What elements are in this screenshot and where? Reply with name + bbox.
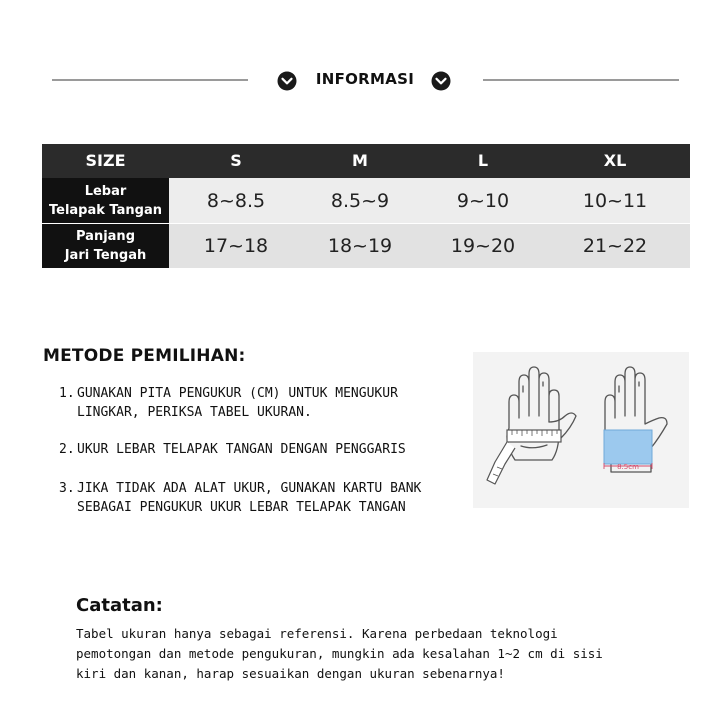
size-header-label: SIZE bbox=[85, 151, 126, 170]
chevron-down-circle-icon bbox=[277, 71, 297, 91]
size-header-m: M bbox=[352, 151, 368, 170]
step-text: GUNAKAN PITA PENGUKUR (CM) UNTUK MENGUKUR LINGKAR, PERIKSA TABEL UKURAN. bbox=[77, 386, 398, 420]
step-number: 3. bbox=[59, 481, 75, 496]
step-text: UKUR LEBAR TELAPAK TANGAN DENGAN PENGGARIS bbox=[77, 442, 406, 457]
chevron-down-circle-icon bbox=[431, 71, 451, 91]
table-row bbox=[169, 178, 690, 224]
section-title: INFORMASI bbox=[315, 70, 415, 88]
table-cell: 8~8.5 bbox=[206, 190, 266, 212]
size-header-xl: XL bbox=[603, 151, 627, 170]
note-text: Tabel ukuran hanya sebagai referensi. Karena perbedaan teknologi pemotongan dan metode pengukuran, mungkin ada kesalahan 1~2 cm di sisi kiri dan kanan, harap sesuaikan dengan ukuran sebenarnya! bbox=[76, 626, 603, 681]
table-cell: 10~11 bbox=[582, 190, 648, 212]
table-row bbox=[169, 224, 690, 268]
header-divider-right bbox=[483, 79, 679, 81]
table-cell: 18~19 bbox=[327, 235, 393, 257]
size-table-header bbox=[42, 144, 690, 178]
hand-measurement-illustration bbox=[473, 352, 689, 508]
table-cell: 19~20 bbox=[450, 235, 516, 257]
step-number: 1. bbox=[59, 386, 75, 401]
size-header-s: S bbox=[230, 151, 242, 170]
header-divider-left bbox=[52, 79, 248, 81]
note-title: Catatan: bbox=[76, 595, 163, 616]
left-hand-tape-icon bbox=[507, 367, 576, 460]
card-width-label: 8.5cm bbox=[617, 463, 639, 471]
measuring-tape-icon bbox=[487, 430, 561, 484]
row-label-middle-finger-length: Panjang Jari Tengah bbox=[42, 224, 169, 268]
method-title: METODE PEMILIHAN: bbox=[43, 346, 246, 366]
row-label-palm-width: Lebar Telapak Tangan bbox=[42, 178, 169, 224]
size-header-l: L bbox=[477, 151, 489, 170]
size-table bbox=[42, 144, 690, 268]
table-cell: 9~10 bbox=[456, 190, 510, 212]
table-cell: 21~22 bbox=[582, 235, 648, 257]
hands-drawing bbox=[473, 352, 689, 508]
step-text: JIKA TIDAK ADA ALAT UKUR, GUNAKAN KARTU BANK SEBAGAI PENGUKUR UKUR LEBAR TELAPAK TANGAN bbox=[77, 481, 422, 515]
table-cell: 17~18 bbox=[203, 235, 269, 257]
table-cell: 8.5~9 bbox=[330, 190, 390, 212]
step-number: 2. bbox=[59, 442, 75, 457]
